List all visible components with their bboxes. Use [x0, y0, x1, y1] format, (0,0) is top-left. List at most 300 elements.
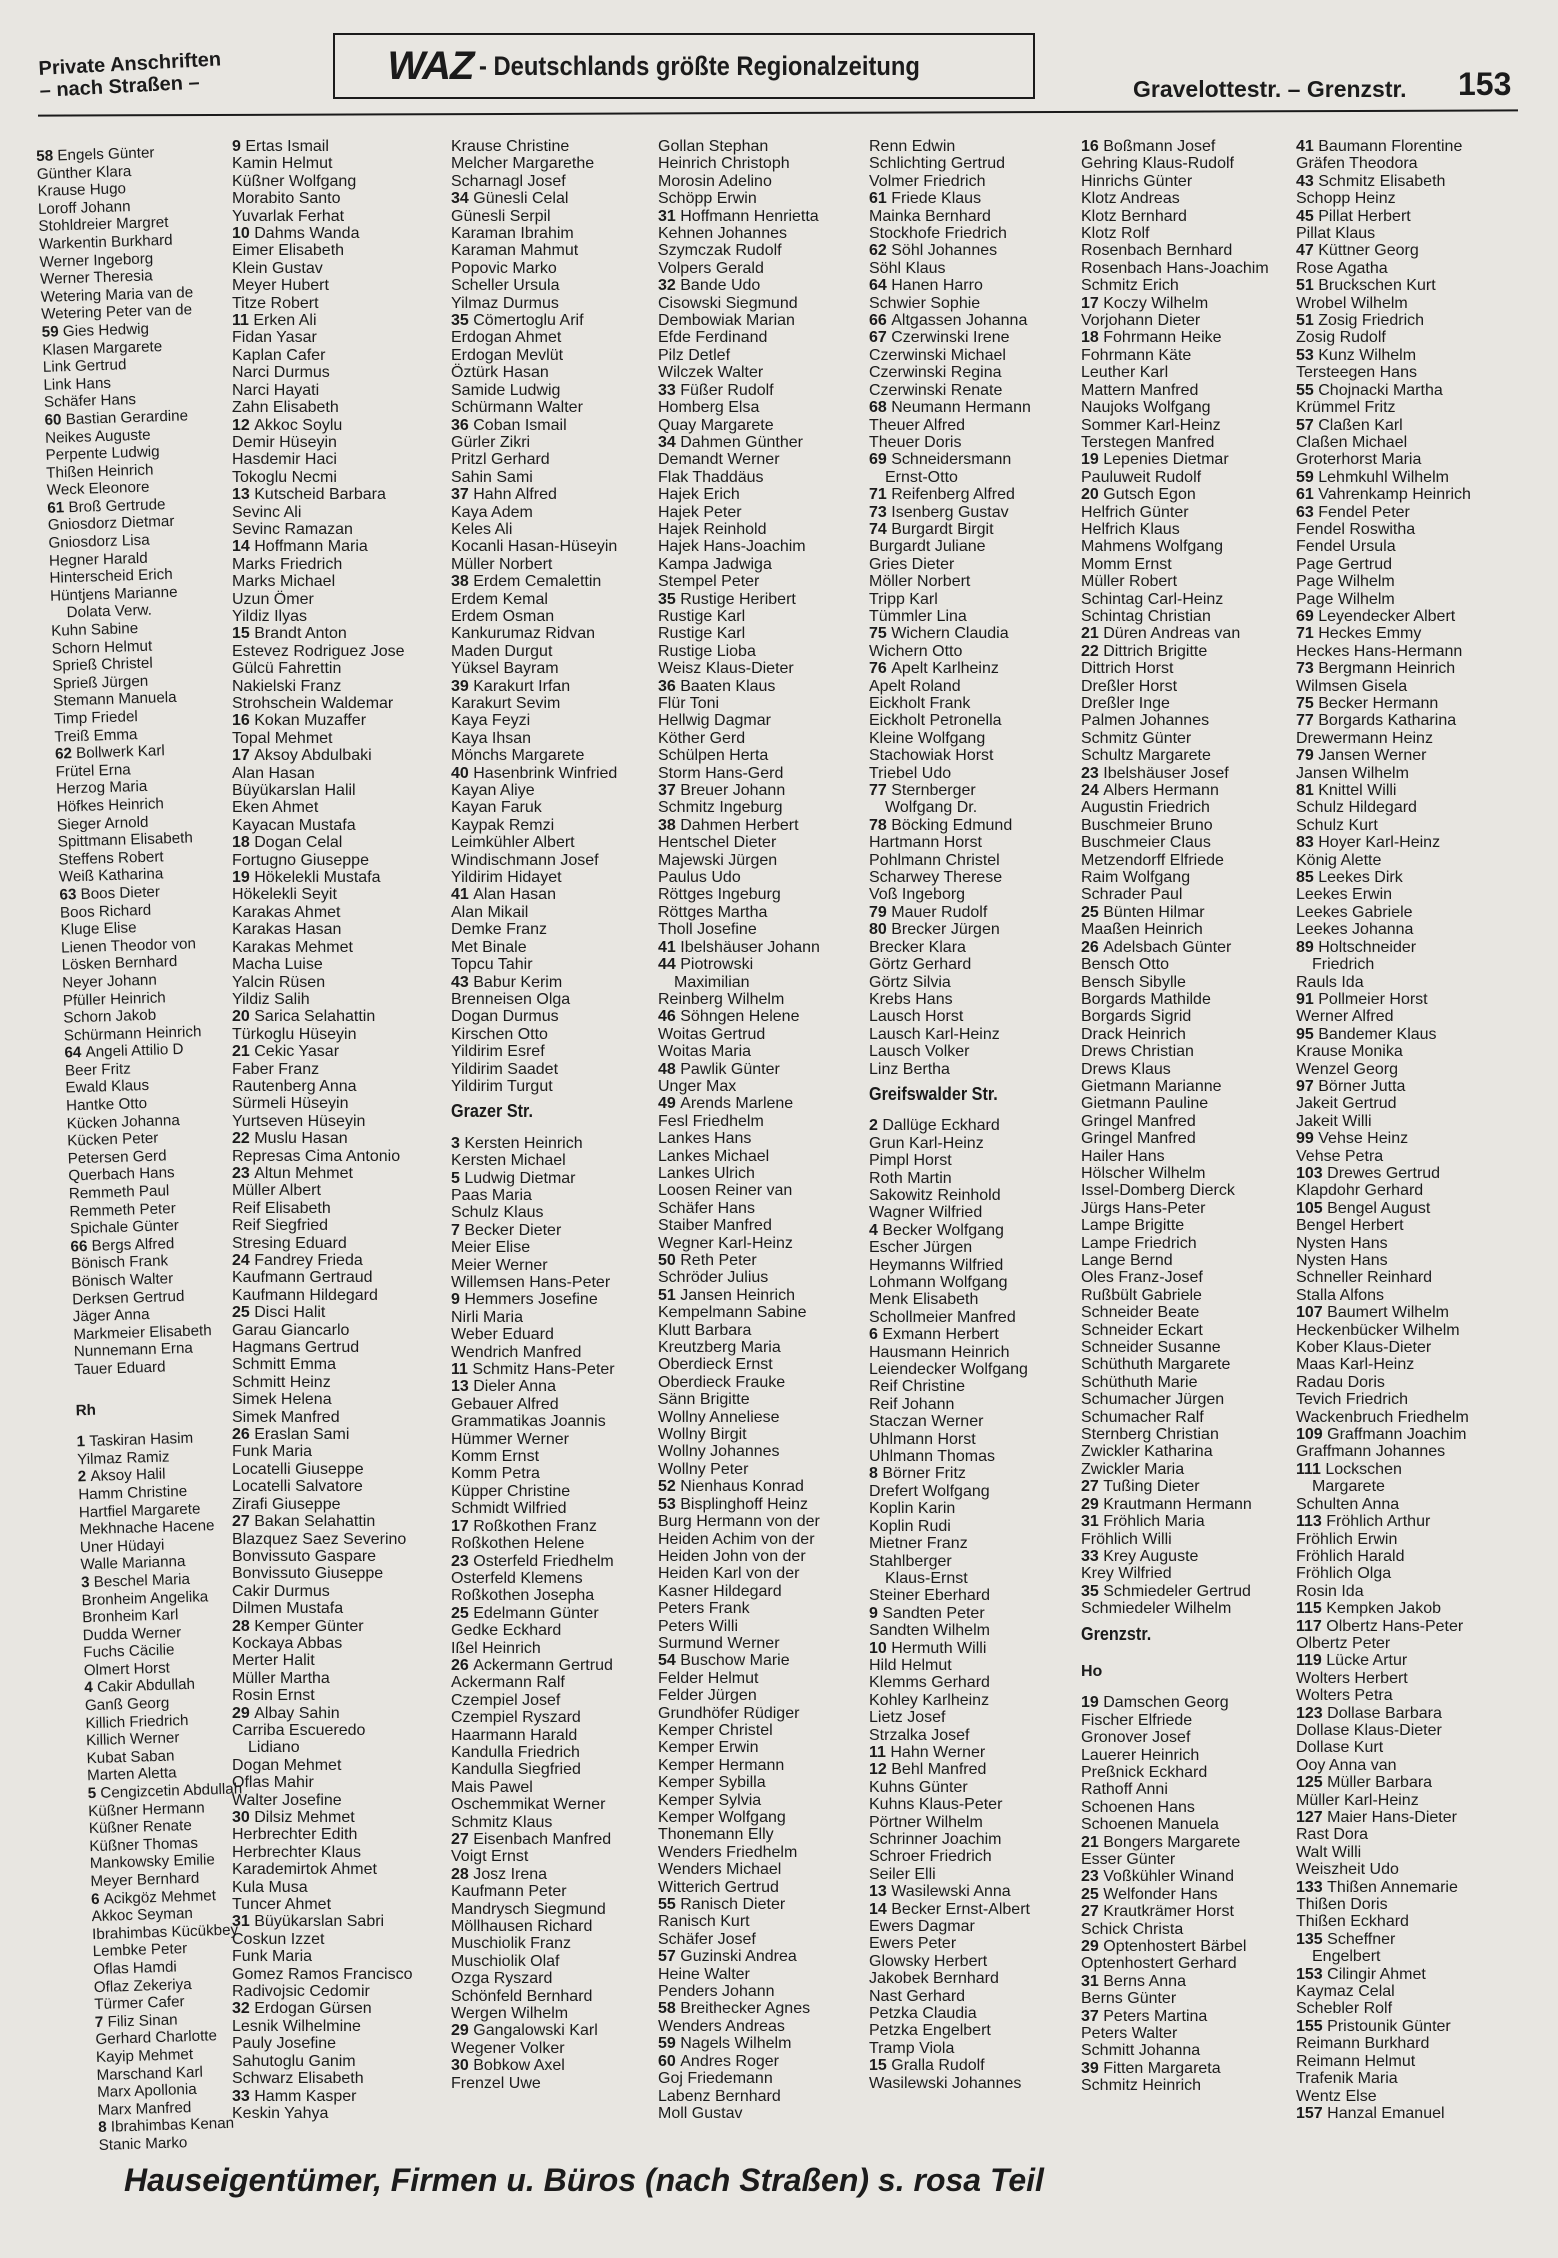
resident-entry: Nirli Maria: [451, 1308, 523, 1326]
house-number: 18: [1081, 329, 1104, 347]
resident-entry: Stalla Alfons: [1296, 1286, 1385, 1304]
house-number: 61: [47, 499, 69, 517]
resident-entry: Schäfer Josef: [658, 1930, 756, 1948]
house-number: 103: [1296, 1164, 1328, 1182]
resident-entry: 115 Kempken Jakob: [1296, 1600, 1441, 1618]
resident-entry: Ozga Ryszard: [451, 1970, 553, 1988]
resident-entry: Herbrechter Klaus: [232, 1843, 361, 1861]
header-rule: [38, 109, 1518, 116]
resident-entry: Loosen Reiner van: [658, 1182, 793, 1200]
house-number: 19: [232, 869, 255, 887]
resident-entry: Weber Eduard: [451, 1326, 554, 1344]
house-number: 15: [869, 2057, 892, 2075]
resident-entry: Lietz Josef: [869, 1709, 946, 1727]
resident-entry: Krause Christine: [451, 138, 570, 155]
resident-entry: Schmiedeler Wilhelm: [1081, 1600, 1232, 1618]
resident-entry: Lankes Michael: [658, 1147, 770, 1165]
resident-entry: Erdem Osman: [451, 607, 555, 625]
resident-entry: Staczan Werner: [869, 1413, 984, 1431]
house-number: 99: [1296, 1130, 1319, 1148]
house-number: 39: [451, 677, 474, 695]
resident-entry: 75 Wichern Claudia: [869, 625, 1009, 643]
house-number: 9: [232, 138, 246, 155]
resident-entry: Page Gertrud: [1296, 555, 1393, 573]
house-number: 35: [451, 312, 474, 330]
resident-entry: Kamin Helmut: [232, 155, 333, 173]
resident-entry: Weck Eleonore: [46, 478, 150, 500]
house-number: 133: [1296, 1878, 1328, 1896]
resident-entry: Sprieß Jürgen: [52, 672, 149, 693]
resident-entry: 27 Eisenbach Manfred: [451, 1831, 612, 1848]
resident-entry: 103 Drewes Gertrud: [1296, 1164, 1441, 1182]
resident-entry: Wetering Maria van de: [40, 283, 194, 306]
house-number: 9: [451, 1291, 465, 1309]
resident-entry: Windischmann Josef: [451, 851, 599, 869]
house-number: 67: [869, 329, 892, 347]
resident-entry: Kayan Faruk: [451, 799, 542, 817]
resident-entry: Yildirim Saadet: [451, 1060, 559, 1078]
resident-entry: Czerwinski Renate: [869, 381, 1003, 399]
house-number: 38: [451, 573, 474, 591]
resident-entry: 41 Baumann Florentine: [1296, 138, 1463, 155]
house-number: 125: [1296, 1774, 1328, 1792]
resident-entry: Titze Robert: [232, 294, 319, 312]
resident-entry: Killich Werner: [85, 1729, 180, 1750]
house-number: 17: [232, 747, 255, 765]
resident-entry: 47 Küttner Georg: [1296, 242, 1419, 260]
resident-entry: Petersen Gerd: [67, 1147, 167, 1168]
house-number: 19: [1081, 1694, 1104, 1712]
resident-entry: Muschiolik Franz: [451, 1935, 572, 1953]
resident-entry: 33 Krey Auguste: [1081, 1547, 1199, 1565]
resident-entry: Yurtseven Hüseyin: [232, 1112, 366, 1130]
resident-entry: 95 Bandemer Klaus: [1296, 1025, 1437, 1043]
house-number: 21: [1081, 1833, 1104, 1851]
resident-entry: Lampe Brigitte: [1081, 1217, 1185, 1235]
resident-entry: Kandulla Siegfried: [451, 1761, 581, 1779]
resident-entry: Walt Willi: [1296, 1843, 1362, 1861]
resident-entry: 17 Koczy Wilhelm: [1081, 294, 1209, 312]
resident-entry: Demke Franz: [451, 921, 548, 939]
resident-entry: 61 Vahrenkamp Heinrich: [1296, 486, 1471, 504]
resident-entry: Kula Musa: [232, 1878, 308, 1896]
resident-entry: Reif Johann: [869, 1395, 955, 1413]
house-number: 37: [451, 486, 474, 504]
resident-entry: Rast Dora: [1296, 1826, 1369, 1844]
resident-entry: Lausch Karl-Heinz: [869, 1025, 1000, 1043]
resident-entry: Majewski Jürgen: [658, 851, 778, 869]
resident-entry: 15 Brandt Anton: [232, 625, 347, 643]
resident-entry: Homberg Elsa: [658, 399, 760, 417]
resident-entry: Sevinc Ramazan: [232, 520, 353, 538]
resident-entry: Ganß Georg: [84, 1694, 170, 1715]
resident-entry: Optenhostert Gerhard: [1081, 1955, 1237, 1973]
resident-entry: Tripp Karl: [869, 590, 938, 608]
resident-entry: 25 Bünten Hilmar: [1081, 903, 1205, 921]
house-number: 22: [1081, 642, 1104, 660]
resident-entry: Met Binale: [451, 938, 527, 956]
resident-entry: 9 Sandten Peter: [869, 1604, 985, 1622]
resident-entry: 3 Beschel Maria: [80, 1570, 191, 1592]
resident-entry: 8 Börner Fritz: [869, 1465, 966, 1483]
resident-entry: Rautenberg Anna: [232, 1077, 357, 1095]
resident-entry: Apelt Roland: [869, 677, 961, 695]
resident-entry: Marks Michael: [232, 573, 336, 591]
resident-entry: 26 Eraslan Sami: [232, 1426, 350, 1444]
house-number: 31: [1081, 1513, 1104, 1531]
house-number: 33: [232, 2087, 255, 2105]
resident-entry: Dollase Klaus-Dieter: [1296, 1721, 1442, 1739]
house-number: 54: [658, 1652, 681, 1670]
resident-entry: Kemper Sybilla: [658, 1774, 766, 1792]
resident-entry: Drews Christian: [1081, 1043, 1194, 1061]
house-number: 44: [658, 956, 681, 974]
resident-entry: Sieger Arnold: [57, 813, 149, 834]
resident-entry: Schüthuth Margarete: [1081, 1356, 1231, 1374]
resident-entry: Nysten Hans: [1296, 1252, 1388, 1269]
house-number: 27: [232, 1513, 255, 1531]
resident-entry: Sommer Karl-Heinz: [1081, 416, 1221, 434]
house-number: 45: [1296, 207, 1319, 225]
resident-entry: Surmund Werner: [658, 1634, 780, 1652]
house-number: 57: [658, 1948, 681, 1966]
resident-entry: Neikes Auguste: [44, 426, 151, 447]
address-column-6: [1081, 138, 1286, 2095]
resident-entry: 22 Dittrich Brigitte: [1081, 642, 1208, 660]
resident-entry: Schollmeier Manfred: [869, 1308, 1016, 1326]
resident-entry: Rosenbach Bernhard: [1081, 242, 1233, 260]
resident-entry: Mönchs Margarete: [451, 747, 585, 765]
resident-entry: Tuncer Ahmet: [232, 1896, 332, 1914]
resident-entry: Fohrmann Käte: [1081, 346, 1192, 364]
resident-entry: Petzka Engelbert: [869, 2022, 991, 2040]
resident-entry: Kober Klaus-Dieter: [1296, 1339, 1432, 1357]
resident-entry: Küpper Christine: [451, 1482, 571, 1500]
resident-entry: Macha Luise: [232, 956, 323, 974]
resident-entry: Fröhlich Olga: [1296, 1565, 1392, 1583]
resident-entry: Kersten Michael: [451, 1152, 566, 1170]
house-number: 53: [1296, 346, 1319, 364]
resident-entry: 135 Scheffner: [1296, 1930, 1396, 1948]
house-number: 73: [869, 503, 892, 521]
resident-entry: Wollny Peter: [658, 1460, 749, 1478]
resident-entry: Reimann Helmut: [1296, 2052, 1416, 2070]
resident-entry: Tevich Friedrich: [1296, 1391, 1409, 1409]
resident-entry: 54 Buschow Marie: [658, 1652, 790, 1670]
resident-entry: Moll Gustav: [658, 2104, 743, 2122]
banner-tagline: - Deutschlands größte Regionalzeitung: [479, 50, 921, 81]
resident-entry: 69 Schneidersmann: [869, 451, 1012, 469]
resident-entry: 14 Hoffmann Maria: [232, 538, 368, 556]
resident-entry: Fortugno Giuseppe: [232, 851, 369, 869]
resident-entry: 76 Apelt Karlheinz: [869, 660, 999, 678]
resident-entry: Lankes Hans: [658, 1130, 752, 1148]
resident-entry: Wenders Friedhelm: [658, 1843, 798, 1861]
resident-entry: 37 Hahn Alfred: [451, 486, 557, 504]
resident-entry: Uner Hüdayi: [79, 1536, 165, 1557]
house-number: 59: [1296, 468, 1319, 486]
resident-entry: Hentschel Dieter: [658, 834, 777, 852]
house-number: 59: [658, 2035, 681, 2053]
house-number: 18: [232, 834, 255, 852]
resident-entry: Berns Günter: [1081, 1990, 1177, 2008]
resident-entry: Zahn Elisabeth: [232, 399, 339, 417]
resident-entry: 31 Hoffmann Henrietta: [658, 207, 819, 225]
resident-entry: Schopp Heinz: [1296, 190, 1396, 208]
resident-entry: 57 Claßen Karl: [1296, 416, 1403, 434]
house-number: 25: [451, 1604, 474, 1622]
resident-entry: Steffens Robert: [58, 848, 164, 869]
resident-entry: 19 Damschen Georg: [1081, 1694, 1229, 1712]
resident-entry: Palmen Johannes: [1081, 712, 1210, 730]
resident-entry: Olbertz Peter: [1296, 1634, 1391, 1652]
resident-entry: Frenzel Uwe: [451, 2074, 541, 2092]
resident-entry: Hökelekli Seyit: [232, 886, 337, 904]
resident-entry: Heiden John von der: [658, 1547, 806, 1565]
resident-entry: Krause Hugo: [37, 180, 127, 201]
resident-entry: Warkentin Burkhard: [38, 231, 173, 253]
resident-entry: Timp Friedel: [53, 708, 139, 728]
resident-entry: König Alette: [1296, 851, 1382, 869]
district-code: Ho: [1081, 1662, 1103, 1680]
resident-entry: Bensch Otto: [1081, 956, 1170, 974]
resident-entry: Müller Norbert: [451, 555, 553, 573]
resident-entry: Haarmann Harald: [451, 1726, 578, 1744]
resident-entry: Yildirim Turgut: [451, 1077, 553, 1095]
resident-entry: Hegner Harald: [48, 549, 148, 570]
resident-entry: Wetering Peter van de: [40, 301, 193, 324]
resident-entry: Schmitz Erich: [1081, 277, 1179, 295]
resident-entry: Gietmann Marianne: [1081, 1077, 1222, 1095]
resident-entry: Wenzel Georg: [1296, 1060, 1398, 1078]
resident-entry: Petzka Claudia: [869, 2005, 977, 2023]
resident-entry: Dollase Kurt: [1296, 1739, 1384, 1757]
resident-entry: 109 Graffmann Joachim: [1296, 1426, 1467, 1444]
resident-entry: Weiß Katharina: [58, 865, 164, 886]
street-heading: Grenzstr.: [1081, 1623, 1152, 1644]
resident-entry: Uhlmann Thomas: [869, 1448, 995, 1466]
resident-entry: Schäfer Hans: [43, 391, 137, 412]
resident-entry: Bönisch Walter: [71, 1270, 174, 1291]
resident-entry: Lösken Bernhard: [61, 953, 178, 974]
resident-entry: Koplin Rudi: [869, 1517, 951, 1535]
resident-entry: Schülpen Herta: [658, 747, 769, 765]
resident-entry: Schwier Sophie: [869, 294, 981, 312]
resident-entry: Kayan Aliye: [451, 782, 535, 800]
resident-entry: 69 Leyendecker Albert: [1296, 607, 1456, 625]
resident-entry: Schick Christa: [1081, 1920, 1184, 1938]
house-number: 23: [1081, 1868, 1104, 1886]
house-number: 123: [1296, 1704, 1328, 1722]
resident-entry: Karaman Ibrahim: [451, 225, 574, 243]
resident-entry: 66 Bergs Alfred: [70, 1235, 175, 1256]
resident-entry: Heymanns Wilfried: [869, 1256, 1004, 1274]
resident-entry: 25 Edelmann Günter: [451, 1604, 599, 1622]
address-column-3: [451, 138, 656, 2092]
resident-entry: Peters Frank: [658, 1600, 750, 1618]
house-number: 62: [54, 745, 77, 763]
resident-entry: Wentz Else: [1296, 2087, 1377, 2105]
resident-entry: Wegner Karl-Heinz: [658, 1234, 793, 1252]
resident-entry: Gringel Manfred: [1081, 1112, 1196, 1130]
resident-entry: Werner Alfred: [1296, 1008, 1394, 1026]
resident-entry: Gietmann Pauline: [1081, 1095, 1209, 1113]
resident-entry: Rußbült Gabriele: [1081, 1286, 1202, 1304]
resident-entry: Kluge Elise: [60, 919, 137, 939]
resident-entry: Kayip Mehmet: [95, 2045, 194, 2066]
house-number: 49: [658, 1095, 681, 1113]
resident-entry: Meier Elise: [451, 1239, 531, 1257]
resident-entry: Türmer Cafer: [94, 1993, 185, 2014]
resident-entry: 24 Albers Hermann: [1081, 782, 1219, 800]
resident-entry: Sakowitz Reinhold: [869, 1186, 1001, 1204]
resident-entry: Drack Heinrich: [1081, 1025, 1186, 1043]
resident-entry: Thißen Heinrich: [45, 461, 154, 482]
resident-entry: 49 Arends Marlene: [658, 1095, 794, 1113]
resident-entry: Grundhöfer Rüdiger: [658, 1704, 800, 1722]
resident-entry: Keles Ali: [451, 520, 513, 538]
resident-entry: Popovic Marko: [451, 259, 557, 277]
house-number: 2: [869, 1117, 883, 1135]
resident-entry: Gürler Zikri: [451, 433, 531, 451]
house-number: 12: [232, 416, 255, 434]
resident-entry: Klaus-Ernst: [885, 1569, 968, 1587]
resident-entry: Oflas Mahir: [232, 1774, 314, 1792]
resident-entry: 21 Cekic Yasar: [232, 1043, 340, 1061]
resident-entry: Müller Karl-Heinz: [1296, 1791, 1419, 1809]
resident-entry: Oflaz Zekeriya: [93, 1975, 192, 1996]
house-number: 17: [451, 1517, 474, 1535]
resident-entry: Demir Hüseyin: [232, 433, 337, 451]
resident-entry: Olmert Horst: [83, 1659, 171, 1680]
house-number: 77: [1296, 712, 1319, 730]
resident-entry: Günther Klara: [36, 162, 132, 183]
resident-entry: Tokoglu Necmi: [232, 468, 337, 486]
resident-entry: Dudda Werner: [82, 1623, 182, 1644]
resident-entry: 13 Kutscheid Barbara: [232, 486, 386, 504]
resident-entry: Eken Ahmet: [232, 799, 319, 817]
house-number: 33: [658, 381, 681, 399]
resident-entry: Görtz Silvia: [869, 973, 951, 991]
resident-entry: Wendrich Manfred: [451, 1343, 582, 1361]
resident-entry: 51 Bruckschen Kurt: [1296, 277, 1436, 295]
house-number: 78: [869, 816, 892, 834]
resident-entry: Schrinner Joachim: [869, 1831, 1002, 1848]
resident-entry: 44 Piotrowski: [658, 956, 754, 974]
resident-entry: Pohlmann Christel: [869, 851, 1000, 869]
resident-entry: Mietner Franz: [869, 1535, 968, 1553]
resident-entry: Bensch Sibylle: [1081, 973, 1186, 991]
resident-entry: Theuer Alfred: [869, 416, 966, 434]
resident-entry: Müller Robert: [1081, 573, 1178, 591]
resident-entry: Drews Klaus: [1081, 1060, 1171, 1078]
resident-entry: Kayacan Mustafa: [232, 816, 356, 834]
resident-entry: Reinberg Wilhelm: [658, 990, 785, 1008]
address-columns: [0, 138, 1558, 2154]
resident-entry: 34 Günesli Celal: [451, 190, 569, 208]
resident-entry: Nysten Hans: [1296, 1234, 1388, 1252]
house-number: 71: [1296, 625, 1319, 643]
resident-entry: Rosenbach Hans-Joachim: [1081, 259, 1269, 277]
house-number: 37: [1081, 2007, 1104, 2025]
house-number: 32: [232, 2000, 255, 2018]
resident-entry: 13 Dieler Anna: [451, 1378, 556, 1396]
resident-entry: Rustige Karl: [658, 625, 746, 643]
resident-entry: Keskin Yahya: [232, 2104, 329, 2122]
resident-entry: 55 Ranisch Dieter: [658, 1896, 786, 1914]
house-number: 41: [1296, 138, 1319, 155]
resident-entry: 25 Disci Halit: [232, 1304, 326, 1322]
resident-entry: Muschiolik Olaf: [451, 1952, 560, 1970]
resident-entry: 18 Dogan Celal: [232, 834, 343, 852]
resident-entry: Sahutoglu Ganim: [232, 2052, 356, 2070]
resident-entry: 23 Ibelshäuser Josef: [1081, 764, 1229, 782]
house-number: 76: [869, 660, 892, 678]
address-column-5: [869, 138, 1074, 2092]
resident-entry: Wackenbruch Friedhelm: [1296, 1408, 1469, 1426]
resident-entry: Terstegen Manfred: [1081, 433, 1215, 451]
resident-entry: 29 Gangalowski Karl: [451, 2022, 598, 2040]
resident-entry: Kaplan Cafer: [232, 346, 326, 364]
resident-entry: Dilmen Mustafa: [232, 1600, 344, 1618]
house-number: 21: [232, 1043, 255, 1061]
resident-entry: Volpers Gerald: [658, 259, 764, 277]
house-number: 46: [658, 1008, 681, 1026]
resident-entry: Felder Helmut: [658, 1669, 759, 1687]
house-number: 31: [232, 1913, 255, 1931]
resident-entry: Simek Helena: [232, 1391, 332, 1409]
house-number: 38: [658, 816, 681, 834]
resident-entry: 6 Exmann Herbert: [869, 1326, 999, 1344]
resident-entry: Küßner Renate: [88, 1817, 193, 1838]
resident-entry: Wergen Wilhelm: [451, 2005, 569, 2023]
resident-entry: 59 Nagels Wilhelm: [658, 2035, 792, 2053]
house-number: 10: [232, 225, 255, 243]
resident-entry: 77 Borgards Katharina: [1296, 712, 1457, 730]
resident-entry: Gomez Ramos Francisco: [232, 1965, 413, 1983]
resident-entry: Peters Walter: [1081, 2025, 1178, 2043]
resident-entry: Oberdieck Ernst: [658, 1356, 773, 1374]
house-number: 34: [451, 190, 474, 208]
resident-entry: Karakas Ahmet: [232, 903, 341, 921]
resident-entry: Morosin Adelino: [658, 172, 772, 190]
house-number: 29: [451, 2022, 474, 2040]
resident-entry: 17 Roßkothen Franz: [451, 1517, 597, 1535]
resident-entry: Labenz Bernhard: [658, 2087, 781, 2105]
resident-entry: Derksen Gertrud: [71, 1287, 185, 1309]
resident-entry: 157 Hanzal Emanuel: [1296, 2104, 1445, 2122]
resident-entry: Schmitt Emma: [232, 1356, 337, 1374]
resident-entry: Walter Josefine: [232, 1791, 342, 1809]
house-number: 30: [451, 2057, 474, 2075]
resident-entry: Müller Albert: [232, 1182, 321, 1200]
resident-entry: 59 Gies Hedwig: [41, 320, 150, 341]
house-number: 29: [232, 1704, 255, 1722]
house-number: 9: [869, 1604, 883, 1622]
resident-entry: Pillat Klaus: [1296, 225, 1376, 243]
resident-entry: Türkoglu Hüseyin: [232, 1025, 357, 1043]
resident-entry: Tramp Viola: [869, 2039, 955, 2057]
resident-entry: Dogan Durmus: [451, 1008, 559, 1026]
resident-entry: Wollny Anneliese: [658, 1408, 780, 1426]
resident-entry: 39 Fitten Margareta: [1081, 2059, 1221, 2077]
resident-entry: Heiden Achim von der: [658, 1530, 815, 1548]
resident-entry: 62 Söhl Johannes: [869, 242, 998, 260]
resident-entry: Treiß Emma: [54, 725, 138, 746]
resident-entry: Wagner Wilfried: [869, 1204, 983, 1222]
resident-entry: Drefert Wolfgang: [869, 1482, 990, 1500]
resident-entry: Wolfgang Dr.: [885, 799, 978, 817]
